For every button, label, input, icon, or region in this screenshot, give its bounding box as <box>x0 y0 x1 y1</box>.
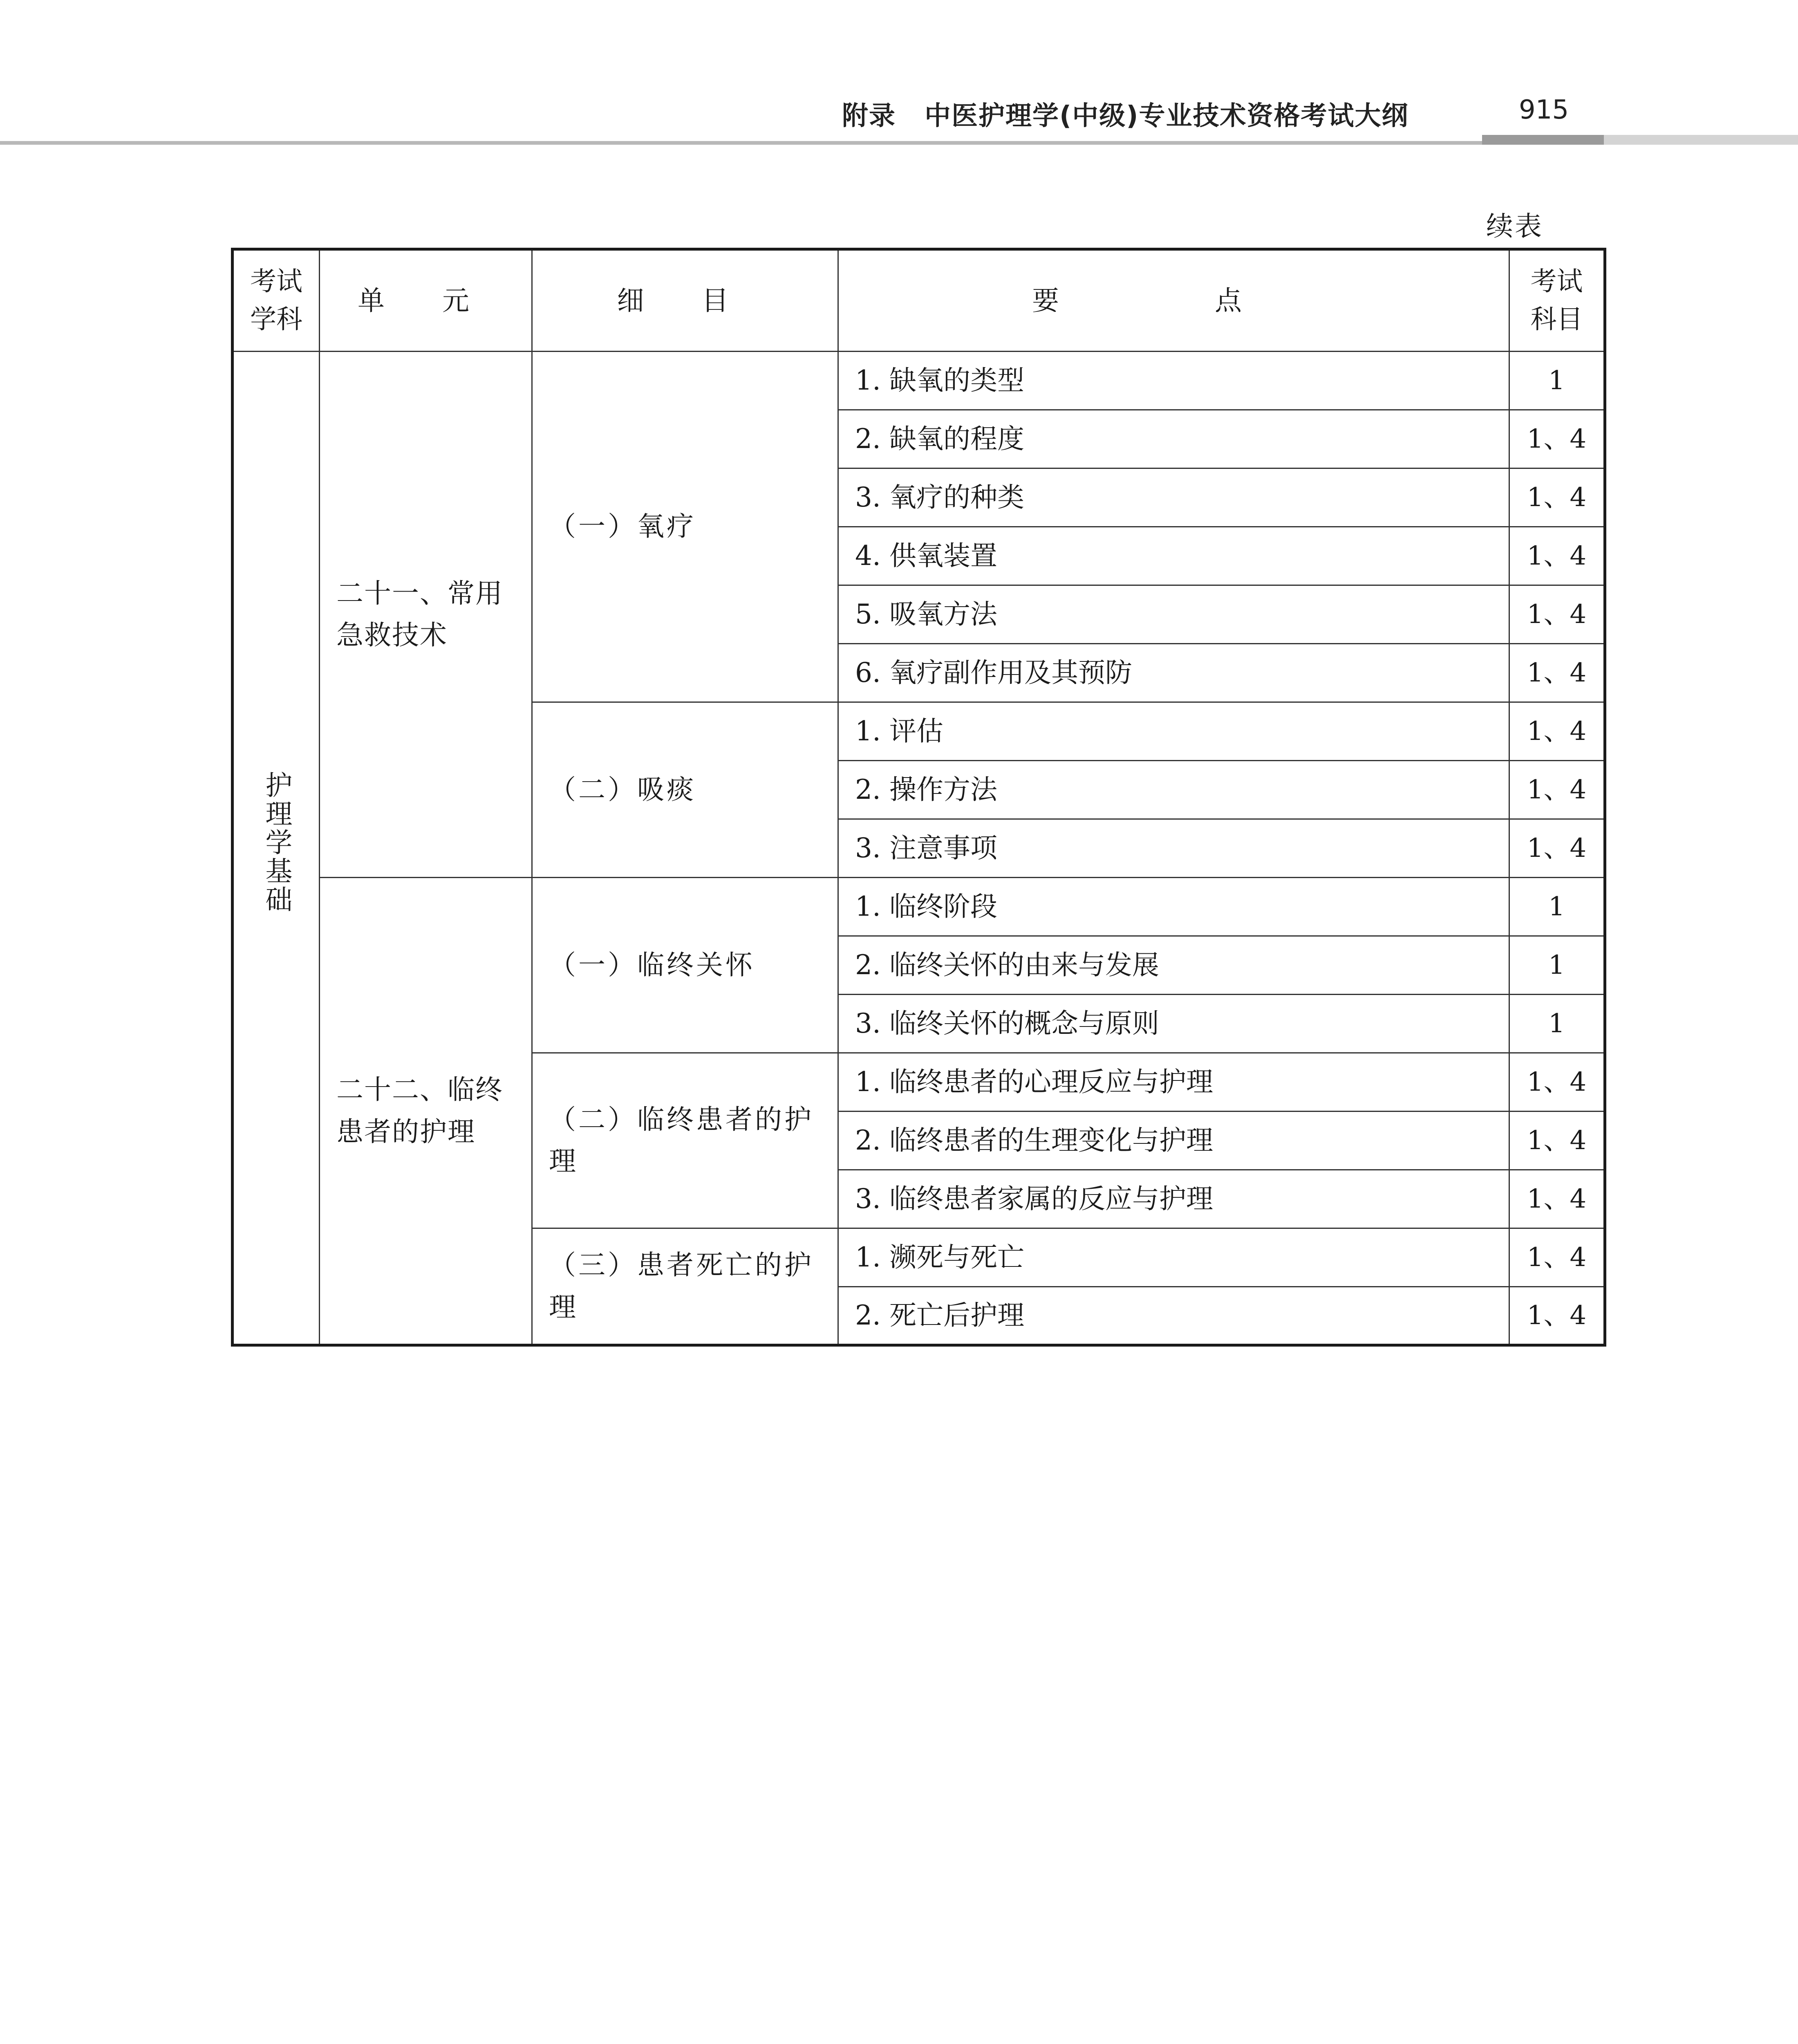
item-cell <box>532 878 838 1053</box>
unit-cell <box>320 352 532 878</box>
header-exam-code <box>1509 249 1605 352</box>
exam-code-cell: 1、4 <box>1509 761 1605 819</box>
item-label-line: 理 <box>549 1145 578 1177</box>
table-header-row <box>233 249 1605 352</box>
header-exam-code-line: 科目 <box>1530 304 1583 335</box>
unit-label-line: 患者的护理 <box>336 1116 475 1148</box>
exam-code-cell: 1、4 <box>1509 527 1605 585</box>
subject-name: 护理学基础 <box>260 771 292 914</box>
exam-code-cell: 1、4 <box>1509 585 1605 644</box>
exam-code-cell: 1、4 <box>1509 702 1605 761</box>
point-cell: 3. 临终关怀的概念与原则 <box>838 995 1509 1053</box>
item-label-line: （一）氧疗 <box>549 511 696 542</box>
point-cell: 1. 临终患者的心理反应与护理 <box>838 1053 1509 1112</box>
exam-code-cell: 1、4 <box>1509 468 1605 527</box>
point-cell: 1. 缺氧的类型 <box>838 352 1509 410</box>
exam-code-cell: 1、4 <box>1509 644 1605 702</box>
header-rule-accent-dark <box>1482 135 1604 145</box>
header-unit-label: 单 元 <box>358 285 494 316</box>
item-label-line: （一）临终关怀 <box>549 949 755 981</box>
appendix-label: 附录 <box>842 101 896 131</box>
point-cell: 4. 供氧装置 <box>838 527 1509 585</box>
point-cell: 1. 濒死与死亡 <box>838 1228 1509 1287</box>
unit-label-line: 二十一、常用 <box>336 577 503 609</box>
point-cell: 5. 吸氧方法 <box>838 585 1509 644</box>
point-cell: 2. 操作方法 <box>838 761 1509 819</box>
exam-code-cell: 1 <box>1509 352 1605 410</box>
item-label-line: 理 <box>549 1291 578 1323</box>
header-point <box>838 249 1509 352</box>
point-cell: 3. 临终患者家属的反应与护理 <box>838 1170 1509 1228</box>
exam-code-cell: 1、4 <box>1509 1287 1605 1345</box>
exam-code-cell: 1、4 <box>1509 1228 1605 1287</box>
point-cell: 3. 氧疗的种类 <box>838 468 1509 527</box>
exam-code-cell: 1、4 <box>1509 819 1605 878</box>
syllabus-table <box>231 248 1606 1347</box>
continued-label: 续表 <box>1486 211 1543 242</box>
book-title: 中医护理学(中级)专业技术资格考试大纲 <box>925 101 1409 131</box>
header-exam-code-line: 考试 <box>1530 266 1583 297</box>
item-cell <box>532 352 838 702</box>
table-row <box>233 352 1605 410</box>
point-cell: 3. 注意事项 <box>838 819 1509 878</box>
exam-code-cell: 1 <box>1509 878 1605 936</box>
item-label-line: （二）吸痰 <box>549 773 696 805</box>
point-cell: 2. 缺氧的程度 <box>838 410 1509 468</box>
point-cell: 1. 临终阶段 <box>838 878 1509 936</box>
table-row <box>233 878 1605 936</box>
unit-cell <box>320 878 532 1345</box>
unit-label-line: 急救技术 <box>336 619 448 651</box>
exam-code-cell: 1、4 <box>1509 1112 1605 1170</box>
item-cell <box>532 1228 838 1345</box>
subject-cell <box>233 352 320 1345</box>
exam-code-cell: 1、4 <box>1509 1170 1605 1228</box>
header-rule-accent-light <box>1604 135 1798 145</box>
page-number: 915 <box>1519 95 1569 125</box>
item-cell <box>532 1053 838 1228</box>
exam-code-cell: 1、4 <box>1509 1053 1605 1112</box>
point-cell: 2. 临终患者的生理变化与护理 <box>838 1112 1509 1170</box>
header-title-line <box>842 95 1409 132</box>
exam-code-cell: 1 <box>1509 936 1605 995</box>
header-subject <box>233 249 320 352</box>
header-item <box>532 249 838 352</box>
header-item-label: 细 目 <box>617 285 753 316</box>
point-cell: 2. 死亡后护理 <box>838 1287 1509 1345</box>
header-unit <box>320 249 532 352</box>
item-cell <box>532 702 838 878</box>
running-header <box>0 0 1798 151</box>
unit-label-line: 二十二、临终 <box>336 1074 503 1106</box>
item-label-line: （二）临终患者的护 <box>549 1103 814 1135</box>
point-cell: 2. 临终关怀的由来与发展 <box>838 936 1509 995</box>
header-subject-line: 学科 <box>250 304 302 335</box>
header-subject-line: 考试 <box>250 266 302 297</box>
point-cell: 1. 评估 <box>838 702 1509 761</box>
exam-code-cell: 1、4 <box>1509 410 1605 468</box>
item-label-line: （三）患者死亡的护 <box>549 1249 814 1281</box>
header-point-label: 要 点 <box>1032 285 1315 316</box>
exam-code-cell: 1 <box>1509 995 1605 1053</box>
point-cell: 6. 氧疗副作用及其预防 <box>838 644 1509 702</box>
